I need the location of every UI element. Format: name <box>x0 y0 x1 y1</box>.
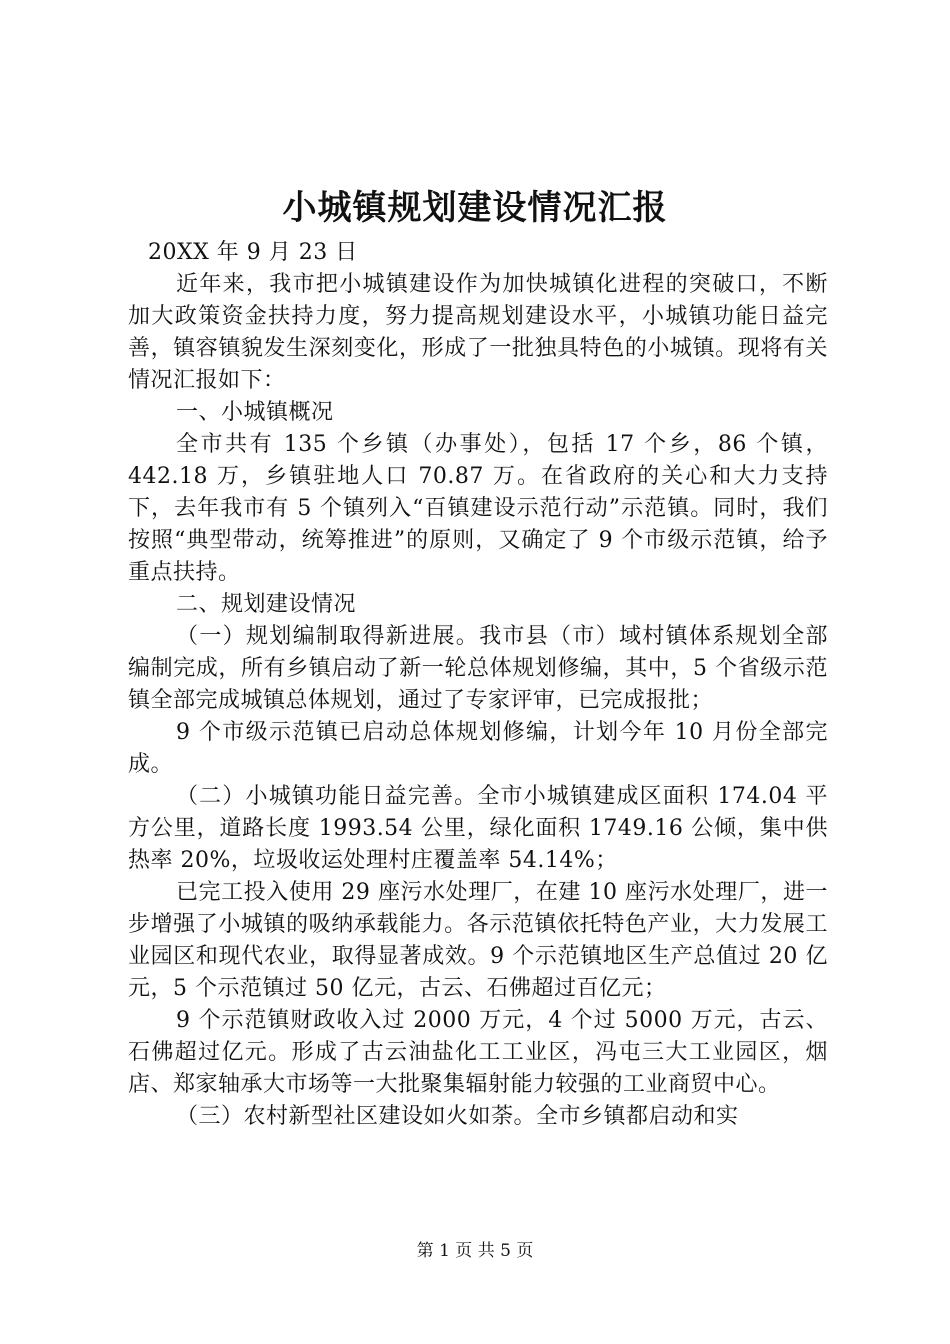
paragraph-functions-3: 9 个示范镇财政收入过 2000 万元，4 个过 5000 万元，古云、石佛超过亿元。形成了古云油盐化工工业区，冯屯三大工业园区，烟店、郑家轴承大市场等一大批聚集辐射能力较强的工业商贸中心。 <box>128 1008 828 1097</box>
paragraph-community: （三）农村新型社区建设如火如荼。全市乡镇都启动和实 <box>176 1104 739 1129</box>
paragraph-planning-2: 9 个市级示范镇已启动总体规划修编，计划今年 10 月份全部完成。 <box>128 720 828 777</box>
paragraph-planning-1: （一）规划编制取得新进展。我市县（市）域村镇体系规划全部编制完成，所有乡镇启动了新一轮总体规划修编，其中，5 个省级示范镇全部完成城镇总体规划，通过了专家评审，已完成报批； <box>128 624 828 713</box>
paragraph-intro: 近年来，我市把小城镇建设作为加快城镇化进程的突破口，不断加大政策资金扶持力度，努力提高规划建设水平，小城镇功能日益完善，镇容镇貌发生深刻变化，形成了一批独具特色的小城镇。现将有关情况汇报如下： <box>128 272 828 393</box>
document-date: 20XX 年 9 月 23 日 <box>148 240 358 265</box>
paragraph-functions-2: 已完工投入使用 29 座污水处理厂，在建 10 座污水处理厂，进一步增强了小城镇的吸纳承载能力。各示范镇依托特色产业，大力发展工业园区和现代农业，取得显著成效。9 个示范镇地区生产总值过 20 亿元，5 个示范镇过 50 亿元，古云、石佛超过百亿元； <box>128 880 828 1001</box>
document-body <box>128 237 828 1133</box>
paragraph-functions-1: （二）小城镇功能日益完善。全市小城镇建成区面积 174.04 平方公里，道路长度 1993.54 公里，绿化面积 1749.16 公倾，集中供热率 20%，垃圾收运处理村庄覆盖率 54.14%； <box>128 784 828 873</box>
section-heading-overview: 一、小城镇概况 <box>176 400 334 425</box>
paragraph-overview: 全市共有 135 个乡镇（办事处），包括 17 个乡，86 个镇，442.18 万，乡镇驻地人口 70.87 万。在省政府的关心和大力支持下，去年我市有 5 个镇列入“百镇建设示范行动”示范镇。同时，我们按照“典型带动，统筹推进”的原则，又确定了 9 个市级示范镇，给予重点扶持。 <box>128 432 828 585</box>
document-title: 小城镇规划建设情况汇报 <box>282 188 668 228</box>
page-number-footer: 第 1 页 共 5 页 <box>416 1241 534 1261</box>
section-heading-planning: 二、规划建设情况 <box>176 592 357 617</box>
